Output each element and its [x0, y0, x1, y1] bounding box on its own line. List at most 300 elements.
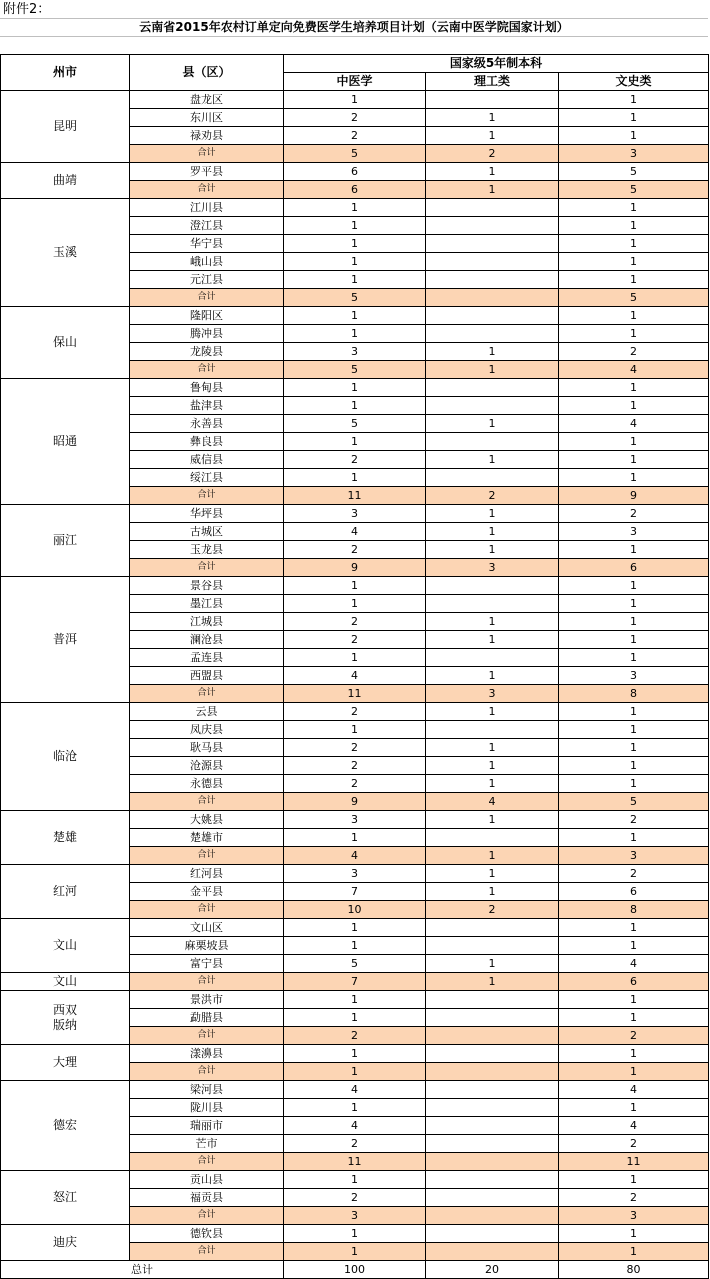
arts-value: 1 [559, 109, 709, 127]
arts-value: 1 [559, 325, 709, 343]
county-name: 威信县 [130, 451, 284, 469]
arts-value: 1 [559, 379, 709, 397]
subtotal-label: 合计 [130, 1063, 284, 1081]
prefecture-name: 大理 [1, 1045, 130, 1081]
arts-value: 1 [559, 577, 709, 595]
science-subtotal: 1 [426, 361, 559, 379]
tcm-value: 1 [284, 1225, 426, 1243]
arts-subtotal: 5 [559, 181, 709, 199]
county-name: 墨江县 [130, 595, 284, 613]
arts-subtotal: 1 [559, 1243, 709, 1261]
arts-value: 1 [559, 829, 709, 847]
header-science: 理工类 [426, 73, 559, 91]
arts-subtotal: 4 [559, 361, 709, 379]
county-name: 元江县 [130, 271, 284, 289]
arts-subtotal: 8 [559, 901, 709, 919]
arts-value: 4 [559, 415, 709, 433]
arts-value: 1 [559, 1009, 709, 1027]
arts-value: 1 [559, 433, 709, 451]
arts-value: 1 [559, 595, 709, 613]
science-subtotal: 3 [426, 685, 559, 703]
arts-value: 2 [559, 1135, 709, 1153]
tcm-value: 2 [284, 757, 426, 775]
prefecture-name: 昆明 [1, 91, 130, 163]
arts-value: 5 [559, 163, 709, 181]
county-name: 麻栗坡县 [130, 937, 284, 955]
science-value: 1 [426, 343, 559, 361]
county-name: 盐津县 [130, 397, 284, 415]
tcm-subtotal: 11 [284, 1153, 426, 1171]
tcm-value: 1 [284, 595, 426, 613]
arts-value: 1 [559, 235, 709, 253]
subtotal-label: 合计 [130, 361, 284, 379]
county-name: 贡山县 [130, 1171, 284, 1189]
prefecture-name: 临沧 [1, 703, 130, 811]
tcm-value: 1 [284, 379, 426, 397]
arts-value: 1 [559, 541, 709, 559]
arts-subtotal: 8 [559, 685, 709, 703]
tcm-subtotal: 5 [284, 361, 426, 379]
science-value [426, 649, 559, 667]
table-row [1, 307, 709, 325]
tcm-value: 2 [284, 703, 426, 721]
science-value: 1 [426, 109, 559, 127]
science-value [426, 1225, 559, 1243]
arts-value: 1 [559, 271, 709, 289]
tcm-value: 2 [284, 127, 426, 145]
tcm-value: 1 [284, 325, 426, 343]
science-subtotal [426, 1063, 559, 1081]
tcm-subtotal: 2 [284, 1027, 426, 1045]
arts-subtotal: 6 [559, 973, 709, 991]
science-value [426, 1189, 559, 1207]
county-name: 景谷县 [130, 577, 284, 595]
science-value [426, 325, 559, 343]
arts-subtotal: 6 [559, 559, 709, 577]
subtotal-label: 合计 [130, 181, 284, 199]
arts-value: 1 [559, 919, 709, 937]
science-value: 1 [426, 415, 559, 433]
science-subtotal: 2 [426, 487, 559, 505]
tcm-value: 2 [284, 451, 426, 469]
science-value [426, 991, 559, 1009]
science-subtotal: 2 [426, 145, 559, 163]
county-name: 鲁甸县 [130, 379, 284, 397]
arts-value: 1 [559, 775, 709, 793]
tcm-value: 4 [284, 1081, 426, 1099]
county-name: 凤庆县 [130, 721, 284, 739]
tcm-value: 1 [284, 1009, 426, 1027]
tcm-value: 2 [284, 109, 426, 127]
arts-value: 1 [559, 217, 709, 235]
arts-value: 1 [559, 397, 709, 415]
table-row [1, 505, 709, 523]
science-value [426, 1171, 559, 1189]
tcm-value: 1 [284, 1045, 426, 1063]
tcm-value: 1 [284, 577, 426, 595]
county-name: 永德县 [130, 775, 284, 793]
county-name: 峨山县 [130, 253, 284, 271]
tcm-value: 5 [284, 955, 426, 973]
county-name: 永善县 [130, 415, 284, 433]
tcm-value: 2 [284, 631, 426, 649]
subtotal-label: 合计 [130, 1027, 284, 1045]
science-value [426, 1135, 559, 1153]
subtotal-label: 合计 [130, 145, 284, 163]
county-name: 漾濞县 [130, 1045, 284, 1063]
tcm-value: 2 [284, 775, 426, 793]
arts-grand-total: 80 [559, 1261, 709, 1279]
subtotal-label: 合计 [130, 1207, 284, 1225]
county-name: 腾冲县 [130, 325, 284, 343]
grand-total-row [1, 1261, 709, 1279]
science-value [426, 253, 559, 271]
county-name: 罗平县 [130, 163, 284, 181]
science-value: 1 [426, 541, 559, 559]
tcm-value: 1 [284, 253, 426, 271]
subtotal-label: 合计 [130, 901, 284, 919]
tcm-subtotal: 5 [284, 145, 426, 163]
tcm-value: 1 [284, 433, 426, 451]
tcm-subtotal: 3 [284, 1207, 426, 1225]
arts-value: 1 [559, 1171, 709, 1189]
county-name: 景洪市 [130, 991, 284, 1009]
science-subtotal: 4 [426, 793, 559, 811]
arts-subtotal: 3 [559, 145, 709, 163]
arts-value: 1 [559, 91, 709, 109]
science-value: 1 [426, 667, 559, 685]
tcm-value: 4 [284, 523, 426, 541]
tcm-value: 1 [284, 829, 426, 847]
science-value: 1 [426, 127, 559, 145]
tcm-subtotal: 5 [284, 289, 426, 307]
county-name: 彝良县 [130, 433, 284, 451]
county-name: 隆阳区 [130, 307, 284, 325]
county-name: 江城县 [130, 613, 284, 631]
prefecture-name: 玉溪 [1, 199, 130, 307]
arts-value: 1 [559, 127, 709, 145]
tcm-value: 3 [284, 505, 426, 523]
tcm-value: 1 [284, 721, 426, 739]
science-value [426, 919, 559, 937]
table-row [1, 91, 709, 109]
table-row [1, 1081, 709, 1099]
science-value: 1 [426, 163, 559, 181]
science-value [426, 271, 559, 289]
header-prefecture: 州市 [1, 55, 130, 91]
county-name: 孟连县 [130, 649, 284, 667]
science-subtotal: 1 [426, 847, 559, 865]
tcm-value: 4 [284, 667, 426, 685]
arts-value: 1 [559, 307, 709, 325]
science-value [426, 235, 559, 253]
header-county: 县（区） [130, 55, 284, 91]
county-name: 盘龙区 [130, 91, 284, 109]
arts-value: 1 [559, 1099, 709, 1117]
science-value [426, 91, 559, 109]
prefecture-name: 昭通 [1, 379, 130, 505]
subtotal-label: 合计 [130, 793, 284, 811]
tcm-subtotal: 11 [284, 487, 426, 505]
arts-value: 6 [559, 883, 709, 901]
subtotal-label: 合计 [130, 1153, 284, 1171]
tcm-value: 3 [284, 865, 426, 883]
county-name: 云县 [130, 703, 284, 721]
arts-value: 4 [559, 955, 709, 973]
science-value: 1 [426, 451, 559, 469]
prefecture-name: 西双 版纳 [1, 991, 130, 1045]
arts-value: 1 [559, 721, 709, 739]
table-row [1, 163, 709, 181]
county-name: 禄劝县 [130, 127, 284, 145]
tcm-value: 1 [284, 991, 426, 1009]
science-value [426, 1009, 559, 1027]
science-value: 1 [426, 757, 559, 775]
arts-value: 3 [559, 523, 709, 541]
tcm-value: 3 [284, 343, 426, 361]
arts-value: 1 [559, 1045, 709, 1063]
science-subtotal: 2 [426, 901, 559, 919]
science-value [426, 199, 559, 217]
science-value [426, 217, 559, 235]
arts-value: 1 [559, 739, 709, 757]
science-subtotal [426, 1243, 559, 1261]
table-row [1, 865, 709, 883]
science-value [426, 595, 559, 613]
table-row [1, 811, 709, 829]
science-subtotal [426, 289, 559, 307]
tcm-subtotal: 7 [284, 973, 426, 991]
science-value: 1 [426, 613, 559, 631]
science-subtotal [426, 1153, 559, 1171]
enrollment-table [0, 54, 709, 1279]
science-subtotal [426, 1027, 559, 1045]
arts-subtotal: 5 [559, 793, 709, 811]
prefecture-name: 曲靖 [1, 163, 130, 199]
tcm-value: 2 [284, 1189, 426, 1207]
subtotal-label: 合计 [130, 973, 284, 991]
tcm-value: 7 [284, 883, 426, 901]
science-value: 1 [426, 631, 559, 649]
science-value [426, 721, 559, 739]
county-name: 华坪县 [130, 505, 284, 523]
arts-value: 1 [559, 469, 709, 487]
arts-value: 1 [559, 937, 709, 955]
header-arts: 文史类 [559, 73, 709, 91]
table-row [1, 919, 709, 937]
arts-subtotal: 11 [559, 1153, 709, 1171]
county-name: 绥江县 [130, 469, 284, 487]
science-value [426, 469, 559, 487]
attachment-label: 附件2： [3, 2, 51, 17]
arts-subtotal: 1 [559, 1063, 709, 1081]
arts-value: 2 [559, 811, 709, 829]
county-name: 沧源县 [130, 757, 284, 775]
county-name: 古城区 [130, 523, 284, 541]
county-name: 耿马县 [130, 739, 284, 757]
science-value: 1 [426, 775, 559, 793]
tcm-subtotal: 1 [284, 1063, 426, 1081]
county-name: 红河县 [130, 865, 284, 883]
tcm-value: 1 [284, 91, 426, 109]
grand-total-label: 总计 [1, 1261, 284, 1279]
science-value [426, 1099, 559, 1117]
county-name: 陇川县 [130, 1099, 284, 1117]
county-name: 澄江县 [130, 217, 284, 235]
county-name: 澜沧县 [130, 631, 284, 649]
science-subtotal: 3 [426, 559, 559, 577]
science-value [426, 937, 559, 955]
table-body [1, 91, 709, 1279]
science-value [426, 829, 559, 847]
tcm-subtotal: 10 [284, 901, 426, 919]
science-value: 1 [426, 955, 559, 973]
science-value: 1 [426, 865, 559, 883]
county-name: 富宁县 [130, 955, 284, 973]
tcm-value: 3 [284, 811, 426, 829]
tcm-value: 1 [284, 1099, 426, 1117]
science-value: 1 [426, 703, 559, 721]
science-value [426, 433, 559, 451]
subtotal-row [1, 973, 709, 991]
county-name: 龙陵县 [130, 343, 284, 361]
arts-value: 2 [559, 505, 709, 523]
subtotal-label: 合计 [130, 487, 284, 505]
subtotal-label: 合计 [130, 847, 284, 865]
science-value: 1 [426, 883, 559, 901]
county-name: 福贡县 [130, 1189, 284, 1207]
tcm-grand-total: 100 [284, 1261, 426, 1279]
prefecture-name: 普洱 [1, 577, 130, 703]
tcm-value: 1 [284, 217, 426, 235]
table-row [1, 379, 709, 397]
tcm-subtotal: 9 [284, 793, 426, 811]
tcm-value: 1 [284, 1171, 426, 1189]
arts-subtotal: 3 [559, 847, 709, 865]
arts-value: 1 [559, 757, 709, 775]
header-group: 国家级5年制本科 [284, 55, 709, 73]
tcm-value: 5 [284, 415, 426, 433]
prefecture-name: 保山 [1, 307, 130, 379]
science-value [426, 379, 559, 397]
county-name: 玉龙县 [130, 541, 284, 559]
arts-value: 2 [559, 1189, 709, 1207]
tcm-value: 1 [284, 235, 426, 253]
arts-value: 1 [559, 253, 709, 271]
arts-value: 1 [559, 451, 709, 469]
county-name: 西盟县 [130, 667, 284, 685]
tcm-value: 1 [284, 271, 426, 289]
science-value [426, 307, 559, 325]
science-value: 1 [426, 739, 559, 757]
table-row [1, 1225, 709, 1243]
tcm-subtotal: 11 [284, 685, 426, 703]
tcm-subtotal: 1 [284, 1243, 426, 1261]
science-value [426, 1081, 559, 1099]
tcm-subtotal: 6 [284, 181, 426, 199]
county-name: 楚雄市 [130, 829, 284, 847]
prefecture-name: 红河 [1, 865, 130, 919]
county-name: 大姚县 [130, 811, 284, 829]
subtotal-label: 合计 [130, 289, 284, 307]
tcm-value: 2 [284, 1135, 426, 1153]
tcm-value: 2 [284, 739, 426, 757]
science-value: 1 [426, 523, 559, 541]
tcm-value: 2 [284, 541, 426, 559]
table-row [1, 991, 709, 1009]
arts-value: 4 [559, 1117, 709, 1135]
arts-subtotal: 3 [559, 1207, 709, 1225]
prefecture-name: 文山 [1, 973, 130, 991]
science-value [426, 397, 559, 415]
county-name: 文山区 [130, 919, 284, 937]
science-subtotal: 1 [426, 973, 559, 991]
science-subtotal: 1 [426, 181, 559, 199]
county-name: 瑞丽市 [130, 1117, 284, 1135]
science-value [426, 1045, 559, 1063]
science-subtotal [426, 1207, 559, 1225]
tcm-value: 1 [284, 919, 426, 937]
prefecture-name: 迪庆 [1, 1225, 130, 1261]
table-row [1, 199, 709, 217]
prefecture-name: 楚雄 [1, 811, 130, 865]
science-value: 1 [426, 811, 559, 829]
arts-subtotal: 5 [559, 289, 709, 307]
subtotal-label: 合计 [130, 685, 284, 703]
science-value: 1 [426, 505, 559, 523]
tcm-value: 1 [284, 307, 426, 325]
tcm-value: 1 [284, 937, 426, 955]
subtotal-label: 合计 [130, 559, 284, 577]
prefecture-name: 丽江 [1, 505, 130, 577]
county-name: 梁河县 [130, 1081, 284, 1099]
county-name: 华宁县 [130, 235, 284, 253]
county-name: 金平县 [130, 883, 284, 901]
arts-subtotal: 2 [559, 1027, 709, 1045]
arts-value: 4 [559, 1081, 709, 1099]
county-name: 勐腊县 [130, 1009, 284, 1027]
tcm-value: 4 [284, 1117, 426, 1135]
tcm-value: 1 [284, 649, 426, 667]
header-tcm: 中医学 [284, 73, 426, 91]
prefecture-name: 德宏 [1, 1081, 130, 1171]
arts-value: 1 [559, 631, 709, 649]
arts-value: 1 [559, 1225, 709, 1243]
tcm-value: 1 [284, 469, 426, 487]
tcm-value: 1 [284, 199, 426, 217]
science-value [426, 577, 559, 595]
arts-value: 1 [559, 649, 709, 667]
tcm-value: 1 [284, 397, 426, 415]
tcm-subtotal: 4 [284, 847, 426, 865]
arts-value: 3 [559, 667, 709, 685]
prefecture-name: 怒江 [1, 1171, 130, 1225]
county-name: 江川县 [130, 199, 284, 217]
table-row [1, 1045, 709, 1063]
prefecture-name: 文山 [1, 919, 130, 973]
subtotal-label: 合计 [130, 1243, 284, 1261]
arts-value: 2 [559, 865, 709, 883]
tcm-value: 6 [284, 163, 426, 181]
science-value [426, 1117, 559, 1135]
arts-value: 1 [559, 991, 709, 1009]
arts-value: 1 [559, 703, 709, 721]
county-name: 东川区 [130, 109, 284, 127]
county-name: 德钦县 [130, 1225, 284, 1243]
arts-subtotal: 9 [559, 487, 709, 505]
document-title: 云南省2015年农村订单定向免费医学生培养项目计划（云南中医学院国家计划） [0, 18, 708, 37]
arts-value: 1 [559, 199, 709, 217]
